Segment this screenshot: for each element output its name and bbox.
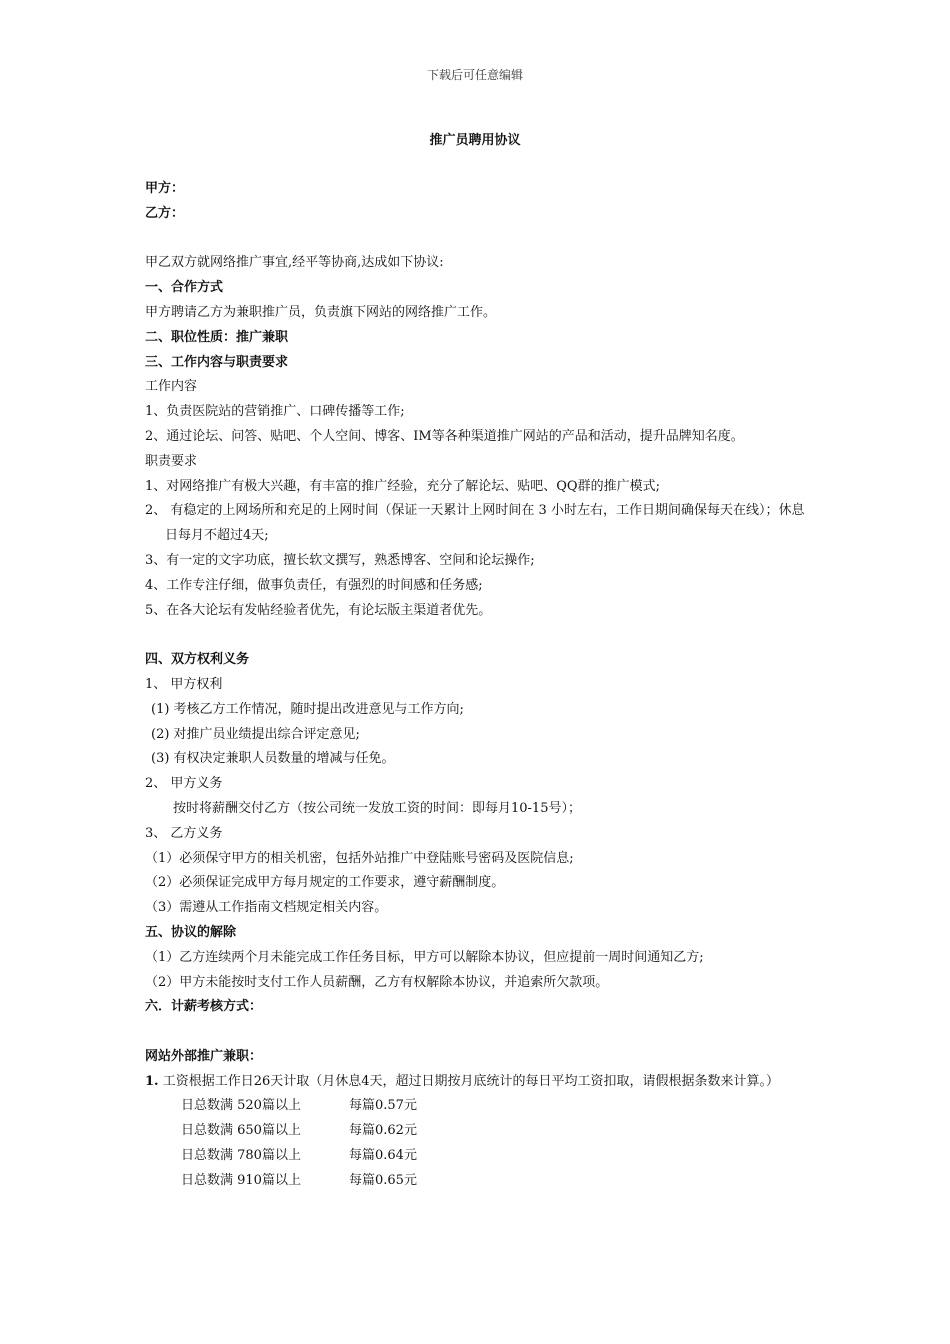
header-note: 下载后可任意编辑 [426,68,523,82]
spacer [145,623,815,648]
termination-item: （1）乙方连续两个月未能完成工作任务目标，甲方可以解除本协议，但应提前一周时间通知乙方; [145,949,704,965]
requirement-item: 5、在各大论坛有发帖经验者优先，有论坛版主渠道者优先。 [145,602,492,618]
party-b-duty-item: （1）必须保守甲方的相关机密，包括外站推广中登陆账号密码及医院信息; [145,850,574,866]
requirement-item: 4、工作专注仔细，做事负责任，有强烈的时间感和任务感; [145,577,483,593]
rate-value: 每篇0.65元 [349,1172,417,1188]
spacer [145,227,815,252]
requirement-item: 1、对网络推广有极大兴趣，有丰富的推广经验，充分了解论坛、贴吧、QQ群的推广模式; [145,478,660,494]
section-2-heading: 二、职位性质：推广兼职 [145,329,289,345]
intro: 甲乙双方就网络推广事宜,经平等协商,达成如下协议: [145,255,444,271]
section-6-heading: 六．计薪考核方式： [145,999,263,1015]
party-b: 乙方： [145,205,185,221]
party-b-duty-label: 3、 乙方义务 [145,825,223,841]
pay-heading: 网站外部推广兼职： [145,1048,263,1064]
requirement-item: 2、 有稳定的上网场所和充足的上网时间（保证一天累计上网时间在 3 小时左右，工作日期间确保每天在线）；休息日每月不超过4天; [145,503,805,544]
section-5-heading: 五、协议的解除 [145,924,237,940]
rate-condition: 日总数满 650篇以上 [181,1123,301,1139]
rate-row [145,1119,815,1144]
rate-condition: 日总数满 520篇以上 [181,1098,301,1114]
termination-item: （2）甲方未能按时支付工作人员薪酬，乙方有权解除本协议，并追索所欠款项。 [145,974,609,990]
section-1-text: 甲方聘请乙方为兼职推广员，负责旗下网站的网络推广工作。 [145,304,497,320]
section-1-heading: 一、合作方式 [145,280,224,296]
party-a-right-item: (1) 考核乙方工作情况，随时提出改进意见与工作方向; [151,701,464,717]
work-item: 2、通过论坛、问答、贴吧、个人空间、博客、IM等各种渠道推广网站的产品和活动，提升品牌知名度。 [145,428,744,444]
rate-row [145,1169,815,1194]
party-b-duty-item: （3）需遵从工作指南文档规定相关内容。 [145,900,388,916]
rate-value: 每篇0.57元 [349,1098,417,1114]
requirements-label: 职责要求 [145,453,198,469]
party-a-duty-label: 2、 甲方义务 [145,776,223,792]
rate-value: 每篇0.64元 [349,1148,417,1164]
rate-row [145,1094,815,1119]
party-a-right-item: (3) 有权决定兼职人员数量的增减与任免。 [151,751,395,767]
spacer [145,1020,815,1045]
party-a-duty-text: 按时将薪酬交付乙方（按公司统一发放工资的时间：即每月10-15号）； [173,800,581,816]
rate-row [145,1144,815,1169]
document-title: 推广员聘用协议 [429,133,521,148]
section-4-heading: 四、双方权利义务 [145,652,250,668]
rate-condition: 日总数满 780篇以上 [181,1148,301,1164]
pay-rule-number: 1. [145,1073,159,1089]
pay-rule-text: 工资根据工作日26天计取（月休息4天，超过日期按月底统计的每日平均工资扣取，请假根据条数来计算。） [158,1073,780,1089]
section-3-heading: 三、工作内容与职责要求 [145,354,289,370]
party-a: 甲方： [145,181,185,196]
requirement-item: 3、有一定的文字功底，擅长软文撰写，熟悉博客、空间和论坛操作; [145,552,535,568]
work-content-label: 工作内容 [145,379,198,395]
rate-value: 每篇0.62元 [349,1123,417,1139]
work-item: 1、负责医院站的营销推广、口碑传播等工作; [145,404,405,420]
party-a-rights-label: 1、 甲方权利 [145,676,223,692]
party-b-duty-item: （2）必须保证完成甲方每月规定的工作要求，遵守薪酬制度。 [145,875,505,891]
pay-rule [145,1070,815,1095]
document-body [145,177,815,1194]
rate-condition: 日总数满 910篇以上 [181,1172,301,1188]
party-a-right-item: (2) 对推广员业绩提出综合评定意见; [151,726,360,742]
